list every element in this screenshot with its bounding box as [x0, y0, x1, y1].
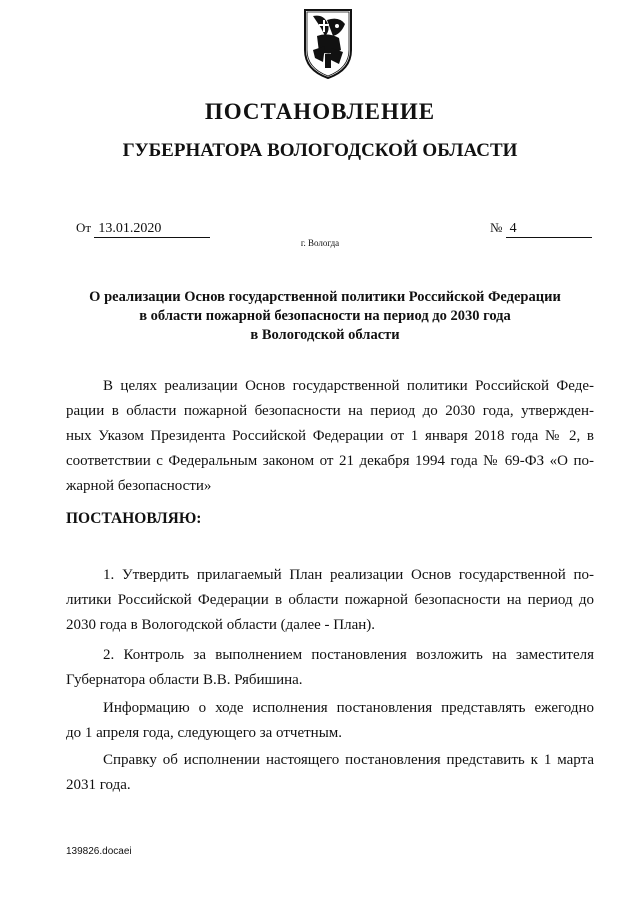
text-line: ных Указом Президента Российской Федерации от 1 января 2018 года № 2, в — [66, 428, 594, 444]
date-label: От — [76, 220, 92, 235]
text-line: соответствии с Федеральным законом от 21 декабря 1994 года № 69-ФЗ «О по- — [66, 453, 594, 469]
issuer-title: ГУБЕРНАТОРА ВОЛОГОДСКОЙ ОБЛАСТИ — [122, 140, 518, 161]
clause-3 — [66, 696, 594, 746]
date-value: 13.01.2020 — [94, 221, 210, 238]
text-line: рации в области пожарной безопасности на период до 2030 года, утвержден- — [66, 403, 594, 419]
text-line: жарной безопасности» — [66, 478, 212, 494]
clause-1 — [66, 563, 594, 638]
text-line: 2. Контроль за выполнением постановления возложить на заместителя — [103, 647, 594, 663]
text-line: В целях реализации Основ государственной политики Российской Феде- — [103, 378, 594, 394]
text-line: Информацию о ходе исполнения постановления представлять ежегодно — [103, 700, 594, 716]
subject-line: О реализации Основ государственной политики Российской Федерации — [89, 289, 561, 305]
number-value: 4 — [506, 221, 592, 238]
number-label: № — [490, 220, 503, 235]
decree-heading: ПОСТАНОВЛЯЮ: — [66, 510, 202, 527]
text-line: 2030 года в Вологодской области (далее - План). — [66, 617, 376, 633]
clause-4 — [66, 748, 594, 798]
text-line: литики Российской Федерации в области пожарной безопасности на период до — [66, 592, 594, 608]
text-line: 2031 года. — [66, 777, 131, 793]
text-line: Справку об исполнении настоящего постановления представить к 1 марта — [103, 752, 594, 768]
coat-of-arms-icon — [301, 6, 355, 82]
text-line: Губернатора области В.В. Рябишина. — [66, 672, 303, 688]
file-name-footer: 139826.docaei — [66, 846, 132, 857]
subject-line: в области пожарной безопасности на период до 2030 года — [139, 308, 511, 324]
clause-2 — [66, 643, 594, 693]
text-line: до 1 апреля года, следующего за отчетным. — [66, 725, 343, 741]
city-label: г. Вологда — [300, 238, 340, 248]
text-line: 1. Утвердить прилагаемый План реализации Основ государственной по- — [103, 567, 594, 583]
document-subject — [60, 288, 590, 345]
preamble-paragraph — [66, 374, 594, 499]
number-field — [490, 220, 592, 238]
subject-line: в Вологодской области — [250, 327, 400, 343]
date-field — [76, 220, 210, 238]
document-title: ПОСТАНОВЛЕНИЕ — [204, 99, 436, 124]
